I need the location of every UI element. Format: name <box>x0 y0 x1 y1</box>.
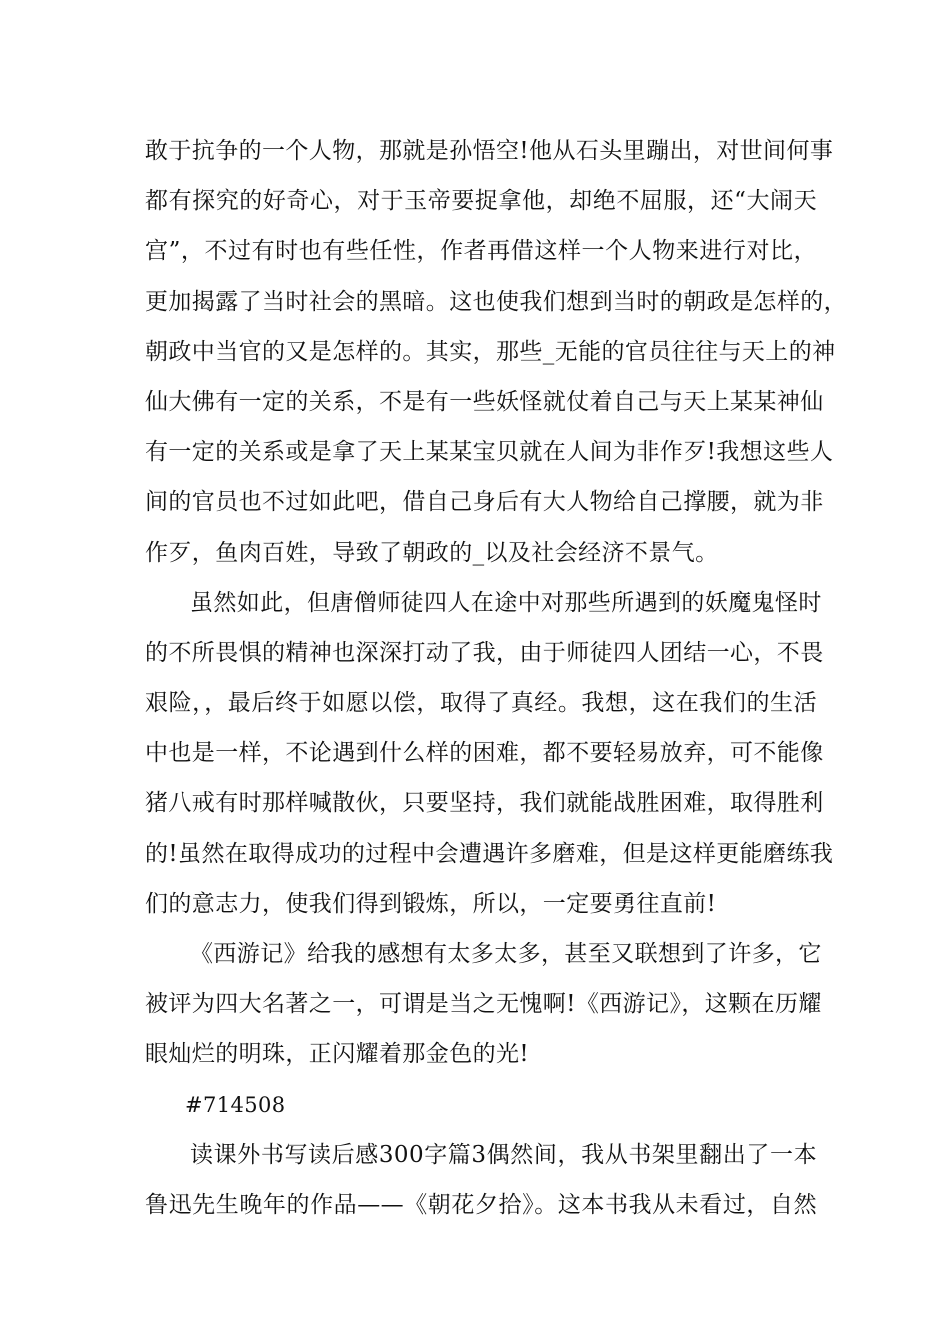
text-line: 艰险，，最后终于如愿以偿，取得了真经。我想，这在我们的生活 <box>145 690 817 717</box>
text-line: 的不所畏惧的精神也深深打动了我，由于师徒四人团结一心，不畏 <box>145 639 824 666</box>
text-line: 被评为四大名著之一，可谓是当之无愧啊!《西游记》，这颗在历耀 <box>145 991 822 1018</box>
paragraph-start-line: 读课外书写读后感300字篇3偶然间，我从书架里翻出了一本 <box>190 1141 817 1168</box>
text-line: 有一定的关系或是拿了天上某某宝贝就在人间为非作歹!我想这些人 <box>145 439 834 466</box>
text-line: 鲁迅先生晚年的作品——《朝花夕拾》。这本书我从未看过，自然 <box>145 1191 817 1218</box>
text-line: 朝政中当官的又是怎样的。其实，那些_无能的官员往往与天上的神 <box>145 338 836 365</box>
text-line: 宫”，不过有时也有些任性，作者再借这样一个人物来进行对比， <box>145 238 817 265</box>
text-line: 更加揭露了当时社会的黑暗。这也使我们想到当时的朝政是怎样的， <box>145 288 847 315</box>
text-line: 都有探究的好奇心，对于玉帝要捉拿他，却绝不屈服，还“大闹天 <box>145 188 817 215</box>
text-line: 猪八戒有时那样喊散伙，只要坚持，我们就能战胜困难，取得胜利 <box>145 790 824 817</box>
text-line: 敢于抗争的一个人物，那就是孙悟空!他从石头里蹦出，对世间何事 <box>145 138 834 164</box>
body-text <box>145 131 847 1235</box>
text-line: 们的意志力，使我们得到锻炼，所以，一定要勇往直前! <box>145 890 717 917</box>
text-line: 眼灿烂的明珠，正闪耀着那金色的光! <box>145 1041 530 1068</box>
text-line: 的!虽然在取得成功的过程中会遭遇许多磨难，但是这样更能磨练我 <box>145 840 834 867</box>
text-line: 间的官员也不过如此吧，借自己身后有大人物给自己撑腰，就为非 <box>145 489 824 516</box>
paragraph-start-line: 虽然如此，但唐僧师徒四人在途中对那些所遇到的妖魔鬼怪时 <box>190 589 822 616</box>
article-id: #714508 <box>185 1092 286 1117</box>
paragraph-start-line: 《西游记》给我的感想有太多太多，甚至又联想到了许多，它 <box>190 941 822 967</box>
text-line: 仙大佛有一定的关系，不是有一些妖怪就仗着自己与天上某某神仙 <box>145 388 824 415</box>
text-line: 中也是一样，不论遇到什么样的困难，都不要轻易放弃，可不能像 <box>145 740 824 767</box>
text-line: 作歹，鱼肉百姓，导致了朝政的_以及社会经济不景气。 <box>145 539 719 566</box>
